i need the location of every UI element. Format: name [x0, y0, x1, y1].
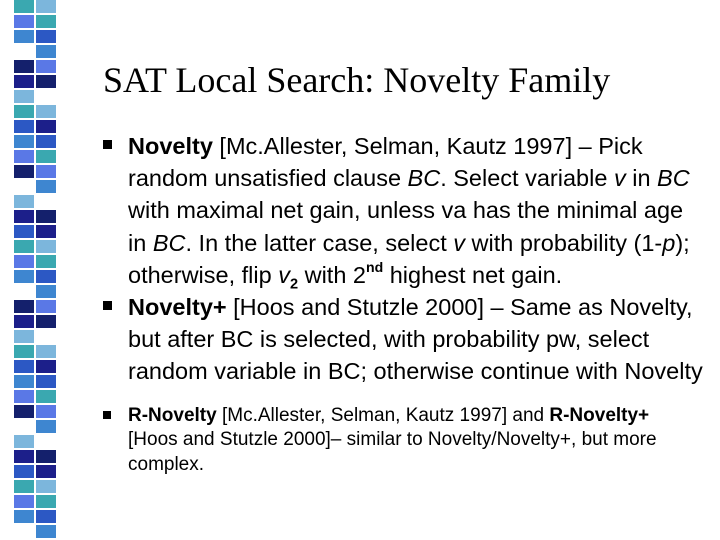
stripe-block	[36, 285, 56, 298]
italic-term: BC	[657, 165, 690, 192]
stripe-block	[36, 150, 56, 163]
square-bullet-icon	[103, 301, 112, 310]
subscript: 2	[289, 276, 299, 293]
stripe-block	[14, 495, 34, 508]
stripe-block	[36, 255, 56, 268]
stripe-block	[14, 315, 34, 328]
superscript: nd	[365, 258, 384, 275]
stripe-block	[14, 105, 34, 118]
stripe-block	[14, 75, 34, 88]
stripe-block	[36, 60, 56, 73]
stripe-block	[14, 375, 34, 388]
bullet-list	[103, 130, 703, 477]
stripe-block	[14, 45, 34, 58]
slide-title: SAT Local Search: Novelty Family	[103, 60, 611, 100]
text-segment: with 2	[298, 261, 366, 288]
stripe-block	[14, 180, 34, 193]
stripe-block	[36, 75, 56, 88]
text-segment: highest net gain.	[383, 261, 563, 288]
italic-term: v	[453, 229, 466, 256]
stripe-block	[14, 300, 34, 313]
stripe-block	[14, 330, 34, 343]
term-r-novelty: R-Novelty	[128, 404, 217, 426]
text-segment: [Hoos and Stutzle 2000]– similar to Novelty/Novelty+, but more complex.	[128, 429, 657, 475]
square-bullet-icon	[103, 411, 111, 419]
stripe-block	[36, 0, 56, 13]
stripe-block	[36, 390, 56, 403]
stripe-block	[36, 135, 56, 148]
bullet-r-novelty	[103, 404, 703, 478]
stripe-block	[14, 510, 34, 523]
stripe-block	[14, 270, 34, 283]
stripe-block	[14, 525, 34, 538]
stripe-block	[36, 45, 56, 58]
term-r-novelty-plus: R-Novelty+	[549, 404, 650, 426]
stripe-block	[14, 450, 34, 463]
stripe-block	[14, 255, 34, 268]
italic-term: v	[613, 165, 626, 192]
stripe-block	[36, 195, 56, 208]
stripe-block	[36, 30, 56, 43]
stripe-block	[36, 510, 56, 523]
stripe-block	[36, 240, 56, 253]
stripe-block	[36, 405, 56, 418]
stripe-block	[36, 420, 56, 433]
square-bullet-icon	[103, 140, 112, 149]
stripe-block	[36, 375, 56, 388]
stripe-block	[14, 465, 34, 478]
text-segment: in	[625, 165, 658, 192]
stripe-block	[36, 120, 56, 133]
text-segment: . In the latter case, select	[185, 229, 454, 256]
stripe-block	[14, 285, 34, 298]
stripe-block	[14, 15, 34, 28]
stripe-block	[14, 0, 34, 13]
italic-term: v	[278, 261, 290, 288]
bullet-novelty	[103, 130, 703, 291]
stripe-block	[14, 390, 34, 403]
stripe-block	[36, 300, 56, 313]
stripe-block	[14, 60, 34, 73]
stripe-block	[36, 225, 56, 238]
text-segment: [Mc.Allester, Selman, Kautz 1997] – Pick random unsatisfied clause	[128, 133, 643, 192]
italic-term: BC	[152, 229, 186, 256]
stripe-block	[36, 105, 56, 118]
stripe-block	[36, 525, 56, 538]
stripe-block	[36, 465, 56, 478]
text-segment: ); otherwise, flip	[128, 229, 690, 288]
text-segment: with probability (1-	[465, 229, 663, 256]
italic-term: p	[662, 229, 676, 256]
stripe-block	[14, 240, 34, 253]
stripe-block	[36, 450, 56, 463]
stripe-block	[36, 480, 56, 493]
stripe-block	[36, 15, 56, 28]
stripe-block	[14, 420, 34, 433]
stripe-block	[14, 225, 34, 238]
stripe-block	[14, 120, 34, 133]
stripe-block	[36, 180, 56, 193]
stripe-block	[14, 405, 34, 418]
stripe-block	[36, 270, 56, 283]
stripe-block	[14, 90, 34, 103]
text-segment: with maximal net gain, unless va has the minimal age in	[128, 197, 684, 256]
italic-term: BC	[407, 165, 441, 192]
stripe-block	[36, 165, 56, 178]
stripe-block	[14, 480, 34, 493]
stripe-block	[36, 90, 56, 103]
decorative-stripe	[0, 0, 74, 540]
stripe-block	[14, 150, 34, 163]
term-novelty: Novelty	[128, 133, 213, 159]
stripe-block	[36, 330, 56, 343]
stripe-block	[14, 30, 34, 43]
stripe-block	[14, 195, 34, 208]
stripe-block	[14, 345, 34, 358]
stripe-block	[36, 360, 56, 373]
stripe-block	[14, 135, 34, 148]
stripe-block	[36, 210, 56, 223]
bullet-novelty-plus	[103, 291, 703, 388]
term-novelty-plus: Novelty+	[128, 294, 227, 321]
text-segment: [Mc.Allester, Selman, Kautz 1997] and	[216, 404, 550, 426]
stripe-block	[36, 435, 56, 448]
text-segment: [Hoos and Stutzle 2000] – Same as Novelty, but after BC is selected, with probability pw, select random variable in BC; otherwise continue with Novelty	[128, 294, 703, 385]
stripe-block	[36, 315, 56, 328]
stripe-block	[14, 360, 34, 373]
text-segment: . Select variable	[440, 165, 614, 192]
stripe-block	[36, 495, 56, 508]
stripe-block	[36, 345, 56, 358]
stripe-block	[14, 210, 34, 223]
stripe-block	[14, 165, 34, 178]
stripe-block	[14, 435, 34, 448]
